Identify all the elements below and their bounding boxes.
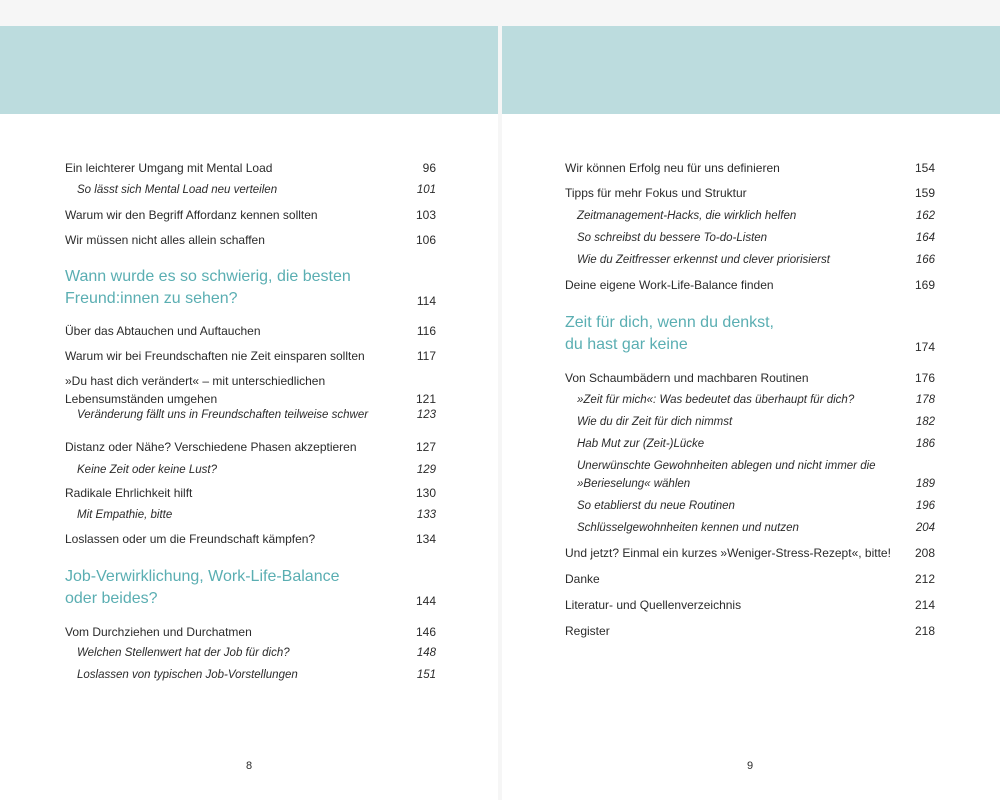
toc-page-number: 169 bbox=[914, 278, 935, 292]
toc-title: Wie du dir Zeit für dich nimmst bbox=[577, 416, 733, 428]
toc-entry bbox=[65, 372, 436, 408]
toc-title: Loslassen oder um die Freundschaft kämpfen? bbox=[65, 532, 316, 546]
toc-entry bbox=[565, 596, 935, 614]
toc-page-number: 218 bbox=[914, 624, 935, 638]
toc-subentry bbox=[577, 207, 935, 225]
toc-page-number: 159 bbox=[914, 186, 935, 200]
toc-title: Loslassen von typischen Job-Vorstellungen bbox=[77, 669, 298, 681]
toc-entry bbox=[65, 231, 436, 249]
toc-part-heading bbox=[565, 312, 935, 356]
toc-page-number: 134 bbox=[415, 532, 436, 546]
toc-page-number: 101 bbox=[416, 184, 436, 196]
toc-title: Tipps für mehr Fokus und Struktur bbox=[565, 186, 747, 200]
toc-page-number: 162 bbox=[915, 210, 935, 222]
right-page bbox=[502, 26, 1000, 800]
toc-title: So lässt sich Mental Load neu verteilen bbox=[77, 184, 278, 196]
toc-title: Hab Mut zur (Zeit-)Lücke bbox=[577, 438, 705, 450]
toc-page-number: 182 bbox=[915, 416, 935, 428]
toc-page-number: 144 bbox=[415, 594, 436, 608]
toc-subentry bbox=[577, 457, 935, 493]
page-number-right: 9 bbox=[746, 760, 754, 772]
toc-title: Wir können Erfolg neu für uns definieren bbox=[565, 161, 780, 175]
toc-entry bbox=[565, 570, 935, 588]
toc-page-number: 133 bbox=[416, 509, 436, 521]
toc-subentry bbox=[77, 181, 436, 199]
toc-title: Warum wir bei Freundschaften nie Zeit einsparen sollten bbox=[65, 349, 365, 363]
toc-title: So etablierst du neue Routinen bbox=[577, 500, 735, 512]
toc-title: Schlüsselgewohnheiten kennen und nutzen bbox=[577, 522, 799, 534]
toc-subentry bbox=[577, 229, 935, 247]
toc-title: Wir müssen nicht alles allein schaffen bbox=[65, 233, 265, 247]
toc-title-line: oder beides? bbox=[65, 590, 158, 607]
toc-entry bbox=[565, 622, 935, 640]
toc-title: Mit Empathie, bitte bbox=[77, 509, 173, 521]
toc-subentry bbox=[77, 506, 436, 524]
header-band bbox=[0, 26, 498, 114]
toc-title-line: Freund:innen zu sehen? bbox=[65, 290, 238, 307]
toc-page-number: 106 bbox=[415, 233, 436, 247]
toc-title: Literatur- und Quellenverzeichnis bbox=[565, 598, 742, 612]
toc-entry bbox=[65, 159, 436, 177]
toc-entry bbox=[565, 544, 935, 562]
toc-page-number: 189 bbox=[915, 478, 935, 490]
toc-entry bbox=[65, 438, 436, 456]
toc-page-number: 123 bbox=[416, 409, 436, 421]
toc-page-number: 186 bbox=[915, 438, 935, 450]
toc-page-number: 204 bbox=[915, 522, 935, 534]
toc-title: Deine eigene Work-Life-Balance finden bbox=[565, 278, 774, 292]
toc-page-number: 117 bbox=[416, 349, 436, 363]
toc-entry bbox=[565, 184, 935, 202]
toc-title-line: Wann wurde es so schwierig, die besten bbox=[65, 268, 351, 285]
toc-title: Ein leichterer Umgang mit Mental Load bbox=[65, 161, 273, 175]
toc-part-heading bbox=[65, 566, 436, 610]
toc-title: Distanz oder Nähe? Verschiedene Phasen akzeptieren bbox=[65, 440, 357, 454]
toc-title: So schreibst du bessere To-do-Listen bbox=[577, 232, 768, 244]
toc-title bbox=[65, 266, 396, 310]
toc-title: Warum wir den Begriff Affordanz kennen sollten bbox=[65, 208, 318, 222]
toc-entry bbox=[65, 484, 436, 502]
toc-subentry bbox=[77, 644, 436, 662]
toc-page-number: 176 bbox=[914, 371, 935, 385]
toc-subentry bbox=[77, 666, 436, 684]
toc-title-line: »Du hast dich verändert« – mit unterschiedlichen bbox=[65, 374, 326, 388]
toc-title: Zeitmanagement-Hacks, die wirklich helfen bbox=[577, 210, 797, 222]
toc-title: Über das Abtauchen und Auftauchen bbox=[65, 324, 261, 338]
toc-title: Keine Zeit oder keine Lust? bbox=[77, 464, 218, 476]
toc-page-number: 148 bbox=[416, 647, 436, 659]
toc-entry bbox=[65, 347, 436, 365]
toc-title: Vom Durchziehen und Durchatmen bbox=[65, 625, 252, 639]
toc-page-number: 96 bbox=[422, 161, 436, 175]
toc-entry bbox=[65, 623, 436, 641]
toc-entry bbox=[65, 206, 436, 224]
toc-subentry bbox=[577, 435, 935, 453]
toc-page-number: 164 bbox=[915, 232, 935, 244]
toc-page-number: 214 bbox=[914, 598, 935, 612]
toc-subentry bbox=[77, 461, 436, 479]
toc-subentry bbox=[577, 519, 935, 537]
toc-title bbox=[65, 372, 396, 408]
toc-subentry bbox=[577, 391, 935, 409]
toc-title-line: Job-Verwirklichung, Work-Life-Balance bbox=[65, 568, 340, 585]
toc-page-number: 174 bbox=[914, 340, 935, 354]
toc-page-number: 208 bbox=[914, 546, 935, 560]
toc-title: Danke bbox=[565, 572, 600, 586]
toc-entry bbox=[565, 159, 935, 177]
toc-page-number: 178 bbox=[915, 394, 935, 406]
toc-entry bbox=[65, 322, 436, 340]
toc-page-number: 129 bbox=[416, 464, 436, 476]
toc-title-line: Lebensumständen umgehen bbox=[65, 392, 218, 406]
toc-page-number: 116 bbox=[416, 324, 436, 338]
toc-title: »Zeit für mich«: Was bedeutet das überhaupt für dich? bbox=[577, 394, 855, 406]
toc-entry bbox=[565, 276, 935, 294]
page-number-left: 8 bbox=[245, 760, 253, 772]
toc-page-number: 127 bbox=[415, 440, 436, 454]
toc-part-heading bbox=[65, 266, 436, 310]
toc-title: Register bbox=[565, 624, 610, 638]
toc-page-number: 212 bbox=[914, 572, 935, 586]
toc-title bbox=[565, 312, 895, 356]
toc-entry bbox=[565, 369, 935, 387]
toc-page-number: 151 bbox=[416, 669, 436, 681]
toc-page-number: 121 bbox=[415, 392, 436, 406]
toc-title-line: Unerwünschte Gewohnheiten ablegen und nicht immer die bbox=[577, 460, 876, 472]
left-page bbox=[0, 26, 498, 800]
toc-title: Welchen Stellenwert hat der Job für dich? bbox=[77, 647, 290, 659]
toc-entry bbox=[65, 530, 436, 548]
toc-title-line: Zeit für dich, wenn du denkst, bbox=[565, 314, 774, 331]
toc-title bbox=[65, 566, 396, 610]
toc-page-number: 166 bbox=[915, 254, 935, 266]
toc-title: Und jetzt? Einmal ein kurzes »Weniger-Stress-Rezept«, bitte! bbox=[565, 546, 891, 560]
toc-page-number: 146 bbox=[415, 625, 436, 639]
toc-subentry bbox=[77, 406, 436, 424]
toc-page-number: 103 bbox=[415, 208, 436, 222]
toc-title-line: »Berieselung« wählen bbox=[577, 478, 691, 490]
toc-page-number: 114 bbox=[416, 294, 436, 308]
header-band bbox=[502, 26, 1000, 114]
toc-subentry bbox=[577, 497, 935, 515]
toc-title: Wie du Zeitfresser erkennst und clever priorisierst bbox=[577, 254, 830, 266]
toc-title: Veränderung fällt uns in Freundschaften teilweise schwer bbox=[77, 409, 369, 421]
toc-subentry bbox=[577, 251, 935, 269]
toc-page-number: 196 bbox=[915, 500, 935, 512]
toc-page-number: 130 bbox=[415, 486, 436, 500]
toc-page-number: 154 bbox=[914, 161, 935, 175]
toc-subentry bbox=[577, 413, 935, 431]
toc-title: Radikale Ehrlichkeit hilft bbox=[65, 486, 193, 500]
toc-title-line: du hast gar keine bbox=[565, 336, 688, 353]
toc-title: Von Schaumbädern und machbaren Routinen bbox=[565, 371, 809, 385]
toc-title bbox=[577, 457, 895, 493]
